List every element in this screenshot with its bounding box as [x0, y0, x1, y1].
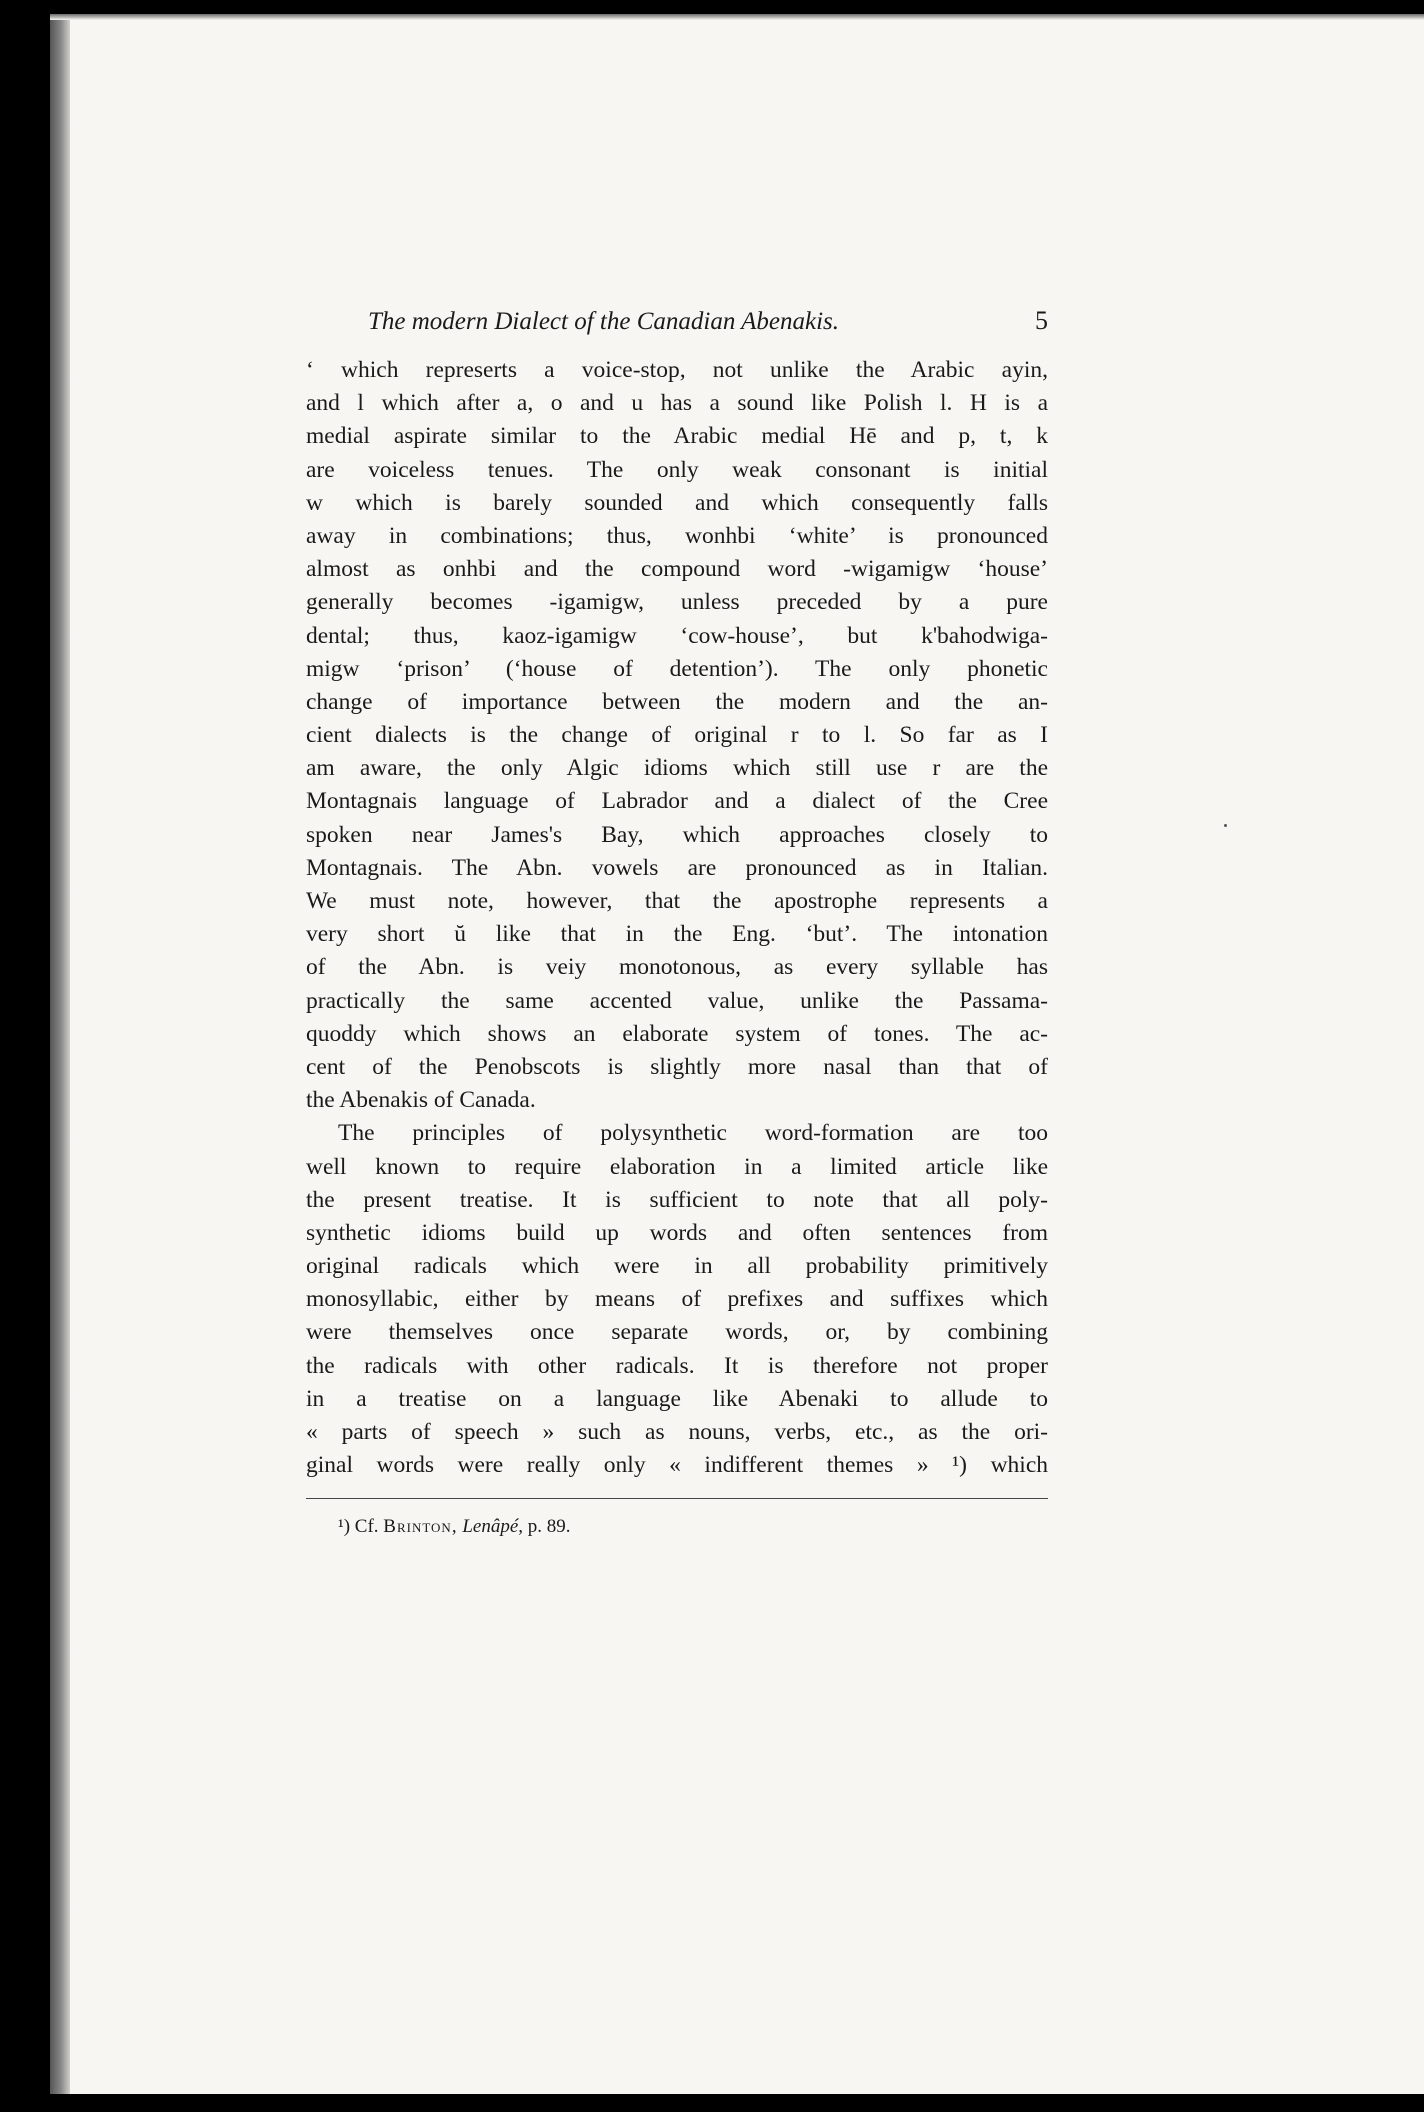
text-line: ‘ which represerts a voice-stop, not unlike the Arabic ayin, [306, 357, 1048, 383]
text-line: away in combinations; thus, wonhbi ‘white’ is pronounced [306, 522, 1048, 549]
footnote-work: Lenâpé, [462, 1516, 524, 1538]
text-line: change of importance between the modern and the an- [306, 688, 1048, 715]
text-line: w which is barely sounded and which consequently falls [306, 489, 1048, 516]
text-line: dental; thus, kaoz-igamigw ‘cow-house’, but k'bahodwiga- [306, 622, 1048, 649]
footnote-cf: Cf. [354, 1516, 379, 1538]
page-top-edge [50, 14, 1424, 20]
text-line: the Abenakis of Canada. [306, 1087, 536, 1114]
text-line: very short ŭ like that in the Eng. ‘but’. The intonation [306, 921, 1048, 948]
footnote-rule [306, 1498, 1048, 1499]
text-line: well known to require elaboration in a limited article like [306, 1153, 1048, 1180]
text-line: synthetic idioms build up words and often sentences from [306, 1219, 1048, 1246]
text-line: migw ‘prison’ (‘house of detention’). The only phonetic [306, 655, 1048, 682]
text-line: almost as onhbi and the compound word -wigamigw ‘house’ [306, 556, 1048, 583]
text-line: medial aspirate similar to the Arabic medial Hē and p, t, k [306, 423, 1048, 450]
paragraph-1 [306, 354, 1048, 1117]
book-spine-shadow [50, 14, 70, 2094]
paragraph-2 [306, 1117, 1048, 1482]
book-page [50, 14, 1424, 2094]
text-line: generally becomes -igamigw, unless preceded by a pure [306, 589, 1048, 616]
footnote [306, 1509, 1048, 1545]
text-line: ginal words were really only « indifferent themes » ¹) which [306, 1452, 1048, 1479]
text-line: am aware, the only Algic idioms which still use r are the [306, 755, 1048, 782]
footnote-marker: ¹) [338, 1516, 351, 1538]
text-line: monosyllabic, either by means of prefixes and suffixes which [306, 1286, 1048, 1313]
text-line: the radicals with other radicals. It is therefore not proper [306, 1352, 1048, 1379]
footnote-author: Brinton, [383, 1516, 458, 1538]
running-title: The modern Dialect of the Canadian Abenakis. [368, 308, 840, 335]
running-head [306, 302, 1048, 342]
text-line: were themselves once separate words, or, by combining [306, 1319, 1048, 1346]
text-line: We must note, however, that the apostrophe represents a [306, 888, 1048, 914]
text-line: The principles of polysynthetic word-formation are too [338, 1120, 1048, 1147]
text-block [306, 302, 1048, 1545]
text-line: Montagnais language of Labrador and a dialect of the Cree [306, 788, 1048, 815]
scan-speck [1224, 824, 1227, 827]
text-line: spoken near James's Bay, which approaches closely to [306, 821, 1048, 848]
text-line: and l which after a, o and u has a sound like Polish l. H is a [306, 390, 1048, 417]
text-line: practically the same accented value, unlike the Passama- [306, 987, 1048, 1014]
text-line: cient dialects is the change of original r to l. So far as I [306, 722, 1048, 749]
text-line: quoddy which shows an elaborate system of tones. The ac- [306, 1020, 1048, 1047]
text-line: cent of the Penobscots is slightly more nasal than that of [306, 1053, 1048, 1080]
text-line: « parts of speech » such as nouns, verbs, etc., as the ori- [306, 1419, 1048, 1445]
text-line: Montagnais. The Abn. vowels are pronounced as in Italian. [306, 854, 1048, 881]
page-number: 5 [1035, 306, 1048, 335]
text-line: in a treatise on a language like Abenaki to allude to [306, 1385, 1048, 1412]
footnote-page: p. 89. [527, 1516, 571, 1538]
text-line: are voiceless tenues. The only weak consonant is initial [306, 456, 1048, 483]
text-line: of the Abn. is veiy monotonous, as every syllable has [306, 954, 1048, 981]
text-line: original radicals which were in all probability primitively [306, 1253, 1048, 1280]
text-line: the present treatise. It is sufficient to note that all poly- [306, 1186, 1048, 1213]
